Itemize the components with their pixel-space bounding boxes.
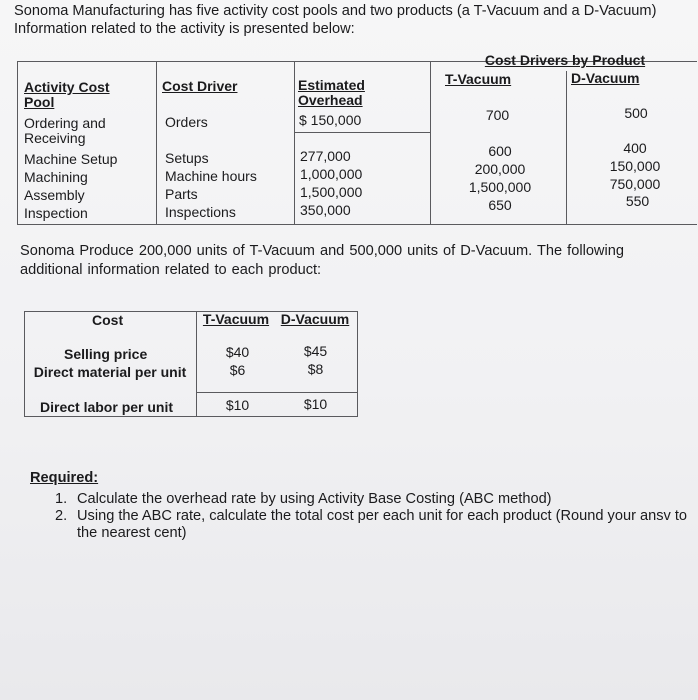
table1-divider-3 <box>430 61 431 225</box>
table1-divider-4 <box>566 71 567 225</box>
row-pool-assembly: Assembly <box>24 187 85 203</box>
row-overhead-assembly: 1,500,000 <box>300 184 363 200</box>
required-item-1: 1. Calculate the overhead rate by using Activity Base Costing (ABC method) <box>55 491 552 507</box>
row-overhead-inspection: 350,000 <box>300 202 351 218</box>
overhead-row-divider <box>295 132 431 133</box>
table1-divider-2 <box>294 61 295 225</box>
required-heading: Required: <box>30 470 99 486</box>
row-t-assembly: 1,500,000 <box>468 179 532 195</box>
row-d-direct-material: $8 <box>307 361 324 377</box>
table2-left-border <box>24 311 25 417</box>
table2-header-t-vacuum: T-Vacuum <box>202 311 270 327</box>
row-driver-inspections: Inspections <box>165 204 236 220</box>
row-d-machining: 150,000 <box>609 158 661 174</box>
table2-inner-line <box>196 392 358 393</box>
required-item-1-text: Calculate the overhead rate by using Activity Base Costing (ABC method) <box>77 491 552 507</box>
row-t-ordering: 700 <box>485 107 510 123</box>
row-overhead-ordering: $ 150,000 <box>299 112 362 128</box>
row-d-assembly: 750,000 <box>609 176 661 192</box>
table1-bottom-border <box>17 224 697 225</box>
paragraph-line-2: additional information related to each product: <box>20 262 322 278</box>
row-t-inspection: 650 <box>488 197 512 213</box>
intro-line-2: Information related to the activity is presented below: <box>14 21 355 37</box>
row-driver-parts: Parts <box>165 186 198 202</box>
table2-header-d-vacuum: D-Vacuum <box>280 311 350 327</box>
row-label-selling-price: Selling price <box>64 346 148 362</box>
row-t-machining: 200,000 <box>474 161 526 177</box>
header-t-vacuum: T-Vacuum <box>445 71 512 87</box>
table2-divider-1 <box>196 311 197 417</box>
header-d-vacuum: D-Vacuum <box>571 70 640 86</box>
required-item-2-text: Using the ABC rate, calculate the total cost per each unit for each product (Round your ansv to the nearest cent) <box>77 508 688 541</box>
row-d-setup: 400 <box>623 140 647 156</box>
row-driver-setups: Setups <box>165 150 209 166</box>
production-paragraph <box>20 242 698 280</box>
cost-drivers-group-header: Cost Drivers by Product <box>484 52 646 68</box>
row-label-direct-material: Direct material per unit <box>33 364 187 380</box>
row-t-direct-material: $6 <box>229 362 246 378</box>
row-d-direct-labor: $10 <box>303 396 328 412</box>
table1-left-border <box>17 61 18 225</box>
intro-text <box>14 2 698 38</box>
table2-right-border <box>357 311 358 417</box>
table1-divider-1 <box>156 61 157 225</box>
header-estimated-overhead: Estimated Overhead <box>298 77 365 108</box>
row-t-direct-labor: $10 <box>225 397 250 413</box>
paragraph-line-1: Sonoma Produce 200,000 units of T-Vacuum and 500,000 units of D-Vacuum. The following <box>20 243 624 259</box>
required-item-2: 2. Using the ABC rate, calculate the total cost per each unit for each product (Round your ansv to the nearest cent) <box>55 508 698 542</box>
row-pool-setup: Machine Setup <box>24 151 118 167</box>
header-cost: Cost <box>92 312 124 328</box>
row-pool-inspection: Inspection <box>24 205 88 221</box>
row-overhead-machining: 1,000,000 <box>300 166 363 182</box>
row-d-ordering: 500 <box>624 105 648 121</box>
header-cost-driver: Cost Driver <box>162 78 238 94</box>
row-label-direct-labor: Direct labor per unit <box>40 399 174 415</box>
row-pool-ordering: Ordering and Receiving <box>24 115 106 146</box>
required-list <box>55 491 698 542</box>
row-overhead-setup: 277,000 <box>300 148 351 164</box>
row-d-inspection: 550 <box>625 193 650 209</box>
row-driver-orders: Orders <box>165 114 208 130</box>
table2-bottom-border <box>24 416 358 417</box>
row-driver-machine-hours: Machine hours <box>165 168 257 184</box>
row-t-setup: 600 <box>488 143 512 159</box>
header-activity-cost-pool: Activity Cost Pool <box>24 79 110 110</box>
row-d-selling-price: $45 <box>303 343 328 359</box>
row-pool-machining: Machining <box>24 169 88 185</box>
intro-line-1: Sonoma Manufacturing has five activity cost pools and two products (a T-Vacuum and a D-Vacuum) <box>14 3 657 19</box>
row-t-selling-price: $40 <box>225 344 250 360</box>
